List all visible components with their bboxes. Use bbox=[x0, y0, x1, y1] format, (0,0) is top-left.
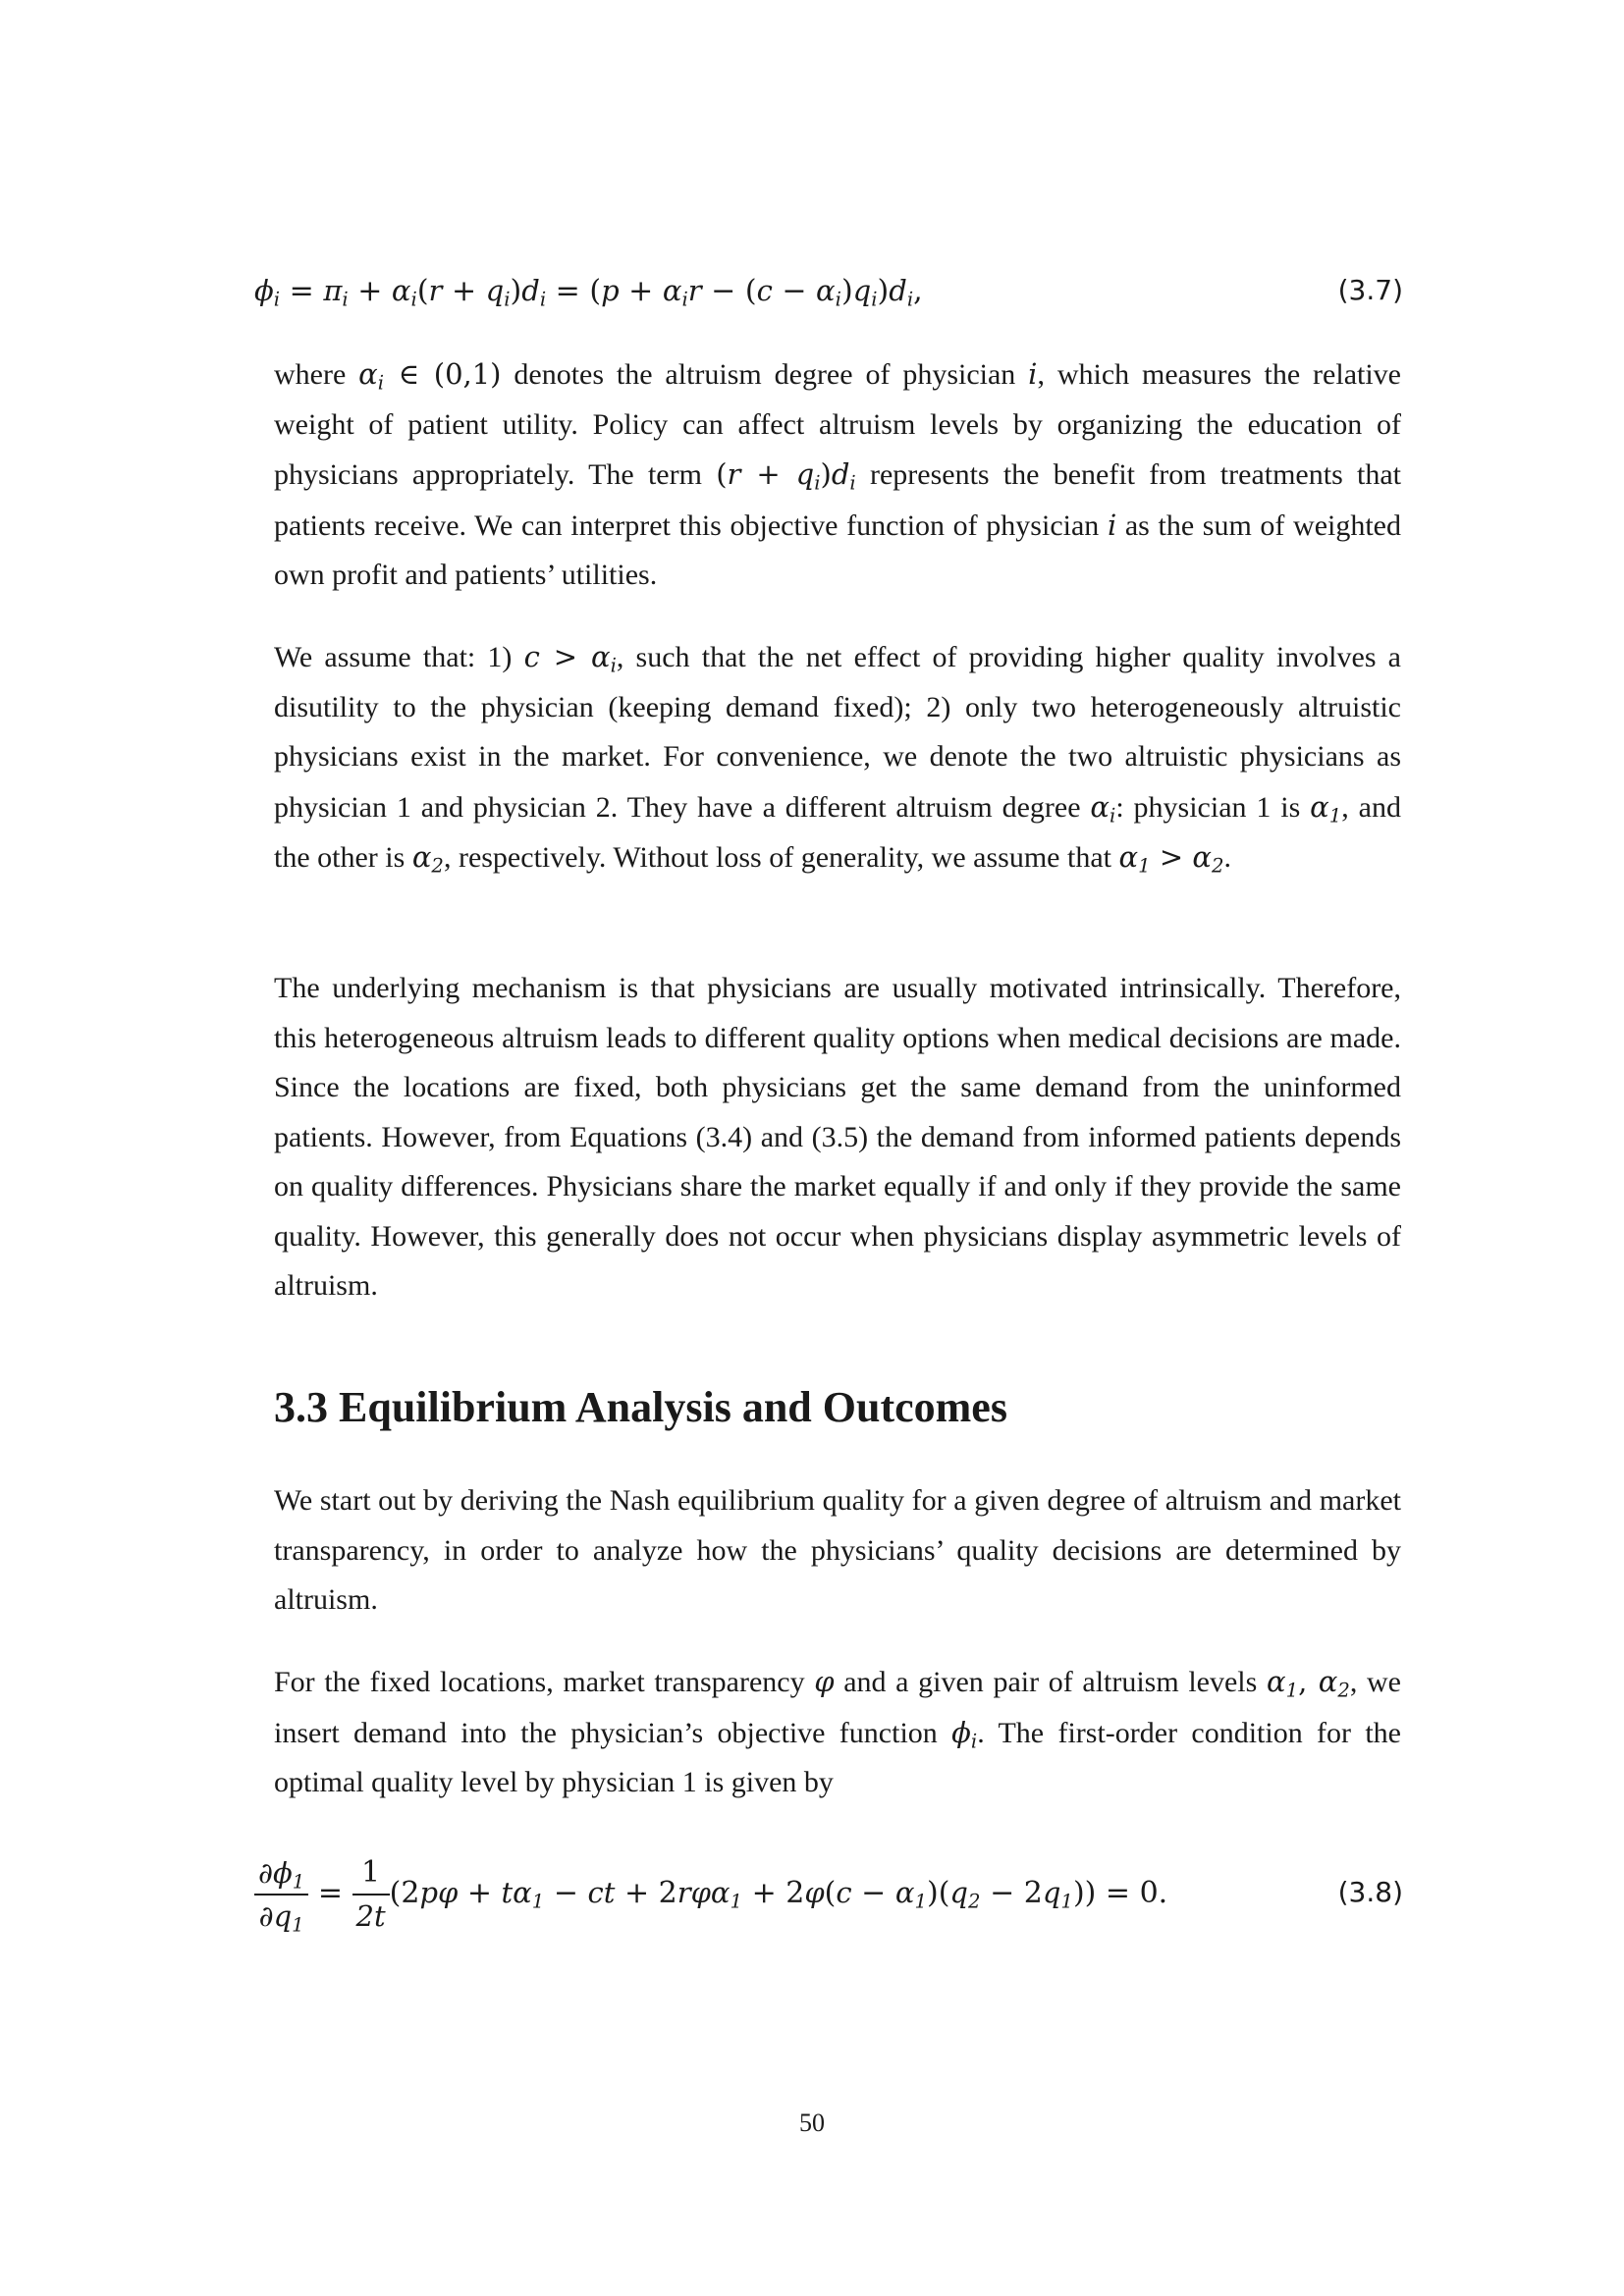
paragraph-assumptions bbox=[274, 632, 1401, 883]
math-i: i bbox=[1028, 357, 1038, 391]
math-alpha-i: $\alpha_i$ bbox=[1090, 789, 1116, 828]
math-alpha1-gt-alpha2: $\alpha_1 > \alpha_2$ bbox=[1118, 840, 1224, 878]
math-i: i bbox=[1107, 507, 1117, 542]
text-span: , we insert demand into the physician’s objective function bbox=[274, 1666, 1401, 1749]
text-span: , and the other is bbox=[274, 790, 1401, 874]
fraction-rhs: $\frac{1}{2t}$ bbox=[352, 1852, 390, 1937]
equation-3-7-expression: $\phi_i = \pi_i + \alpha_i(r + q_i)d_i = (p + \alpha_ir - (c - \alpha_i)q_i)d_i$, bbox=[254, 274, 923, 311]
math-alpha1-alpha2: $\alpha_1$, $\alpha_2$ bbox=[1266, 1665, 1350, 1702]
math-phi-i: $\phi_i$ bbox=[951, 1715, 978, 1753]
text-span: denotes the altruism degree of physician bbox=[501, 358, 1029, 391]
text-span: , such that the net effect of providing higher quality involves a disutility to the physician (keeping demand fixed); 2) only two heterogeneously altruistic physicians exist in the market. For convenience, we denote the two altruistic physicians as physician 1 and physician 2. They have a different altruism degree bbox=[274, 641, 1401, 824]
paragraph-nash-intro: We start out by deriving the Nash equilibrium quality for a given degree of altruism and market transparency, in order to analyze how the physicians’ quality decisions are determined by altruism. bbox=[274, 1484, 1401, 1616]
equation-number: (3.8) bbox=[1337, 1876, 1403, 1908]
text-span: as the sum of weighted own profit and patients’ utilities. bbox=[274, 508, 1402, 591]
page-number: 50 bbox=[799, 2109, 825, 2137]
text-span: : physician 1 is bbox=[1115, 790, 1311, 824]
text-span: . bbox=[1223, 841, 1231, 874]
text-span: and a given pair of altruism levels bbox=[834, 1666, 1267, 1698]
text-span: represents the benefit from treatments that patients receive. We can interpret this objective function of physician bbox=[274, 458, 1401, 542]
text-span: . The first-order condition for the optimal quality level by physician 1 is given by bbox=[274, 1716, 1401, 1798]
math-alpha-1: $\alpha_1$ bbox=[1310, 789, 1342, 828]
text-span: , which measures the relative weight of patient utility. Policy can affect altruism levels by organizing the education of physicians appropriately. The term bbox=[274, 358, 1401, 491]
paragraph-mechanism: The underlying mechanism is that physicians are usually motivated intrinsically. Therefore, this heterogeneous altruism leads to different quality options when medical decisions are made. Since the locations are fixed, both physicians get the same demand from the uninformed patients. However, from Equations (3.4) and (3.5) the demand from informed patients depends on quality differences. Physicians share the market equally if and only if they provide the same quality. However, this generally does not occur when physicians display asymmetric levels of altruism. bbox=[274, 972, 1401, 1302]
text-span: , respectively. Without loss of generality, we assume that bbox=[443, 841, 1119, 874]
paragraph-altruism-definition bbox=[274, 349, 1401, 601]
equation-3-7 bbox=[254, 261, 1403, 320]
equation-number: (3.7) bbox=[1337, 274, 1403, 306]
paragraph-first-order bbox=[274, 1657, 1401, 1808]
section-heading: 3.3 Equilibrium Analysis and Outcomes bbox=[274, 1383, 1007, 1431]
math-c-greater-alpha: $c > \alpha_i$ bbox=[523, 640, 617, 677]
text-span: We assume that: 1) bbox=[274, 641, 524, 673]
math-alpha-i-in-interval: $\alpha_i$ ∈ (0,1) bbox=[358, 357, 502, 395]
equation-3-8 bbox=[254, 1843, 1403, 1942]
equation-3-8-expression: $\frac{\partial\phi_1}{\partial q_1}$ = $\frac{1}{2t}$ ($2p\varphi + t\alpha_1$ − ct + $2r\varphi\alpha_1 + 2\varphi(c - \alpha_1)(q_2 - 2q_1)) = 0$. bbox=[254, 1843, 1167, 1943]
math-benefit-term: $(r + q_i)d_i$ bbox=[716, 457, 856, 495]
text-span: For the fixed locations, market transparency bbox=[274, 1666, 815, 1698]
fraction-lhs: $\frac{\partial\phi_1}{\partial q_1}$ bbox=[254, 1852, 308, 1937]
math-phi-transparency: φ bbox=[814, 1665, 835, 1698]
text-span: where bbox=[274, 358, 359, 391]
math-alpha-2: $\alpha_2$ bbox=[411, 840, 444, 878]
